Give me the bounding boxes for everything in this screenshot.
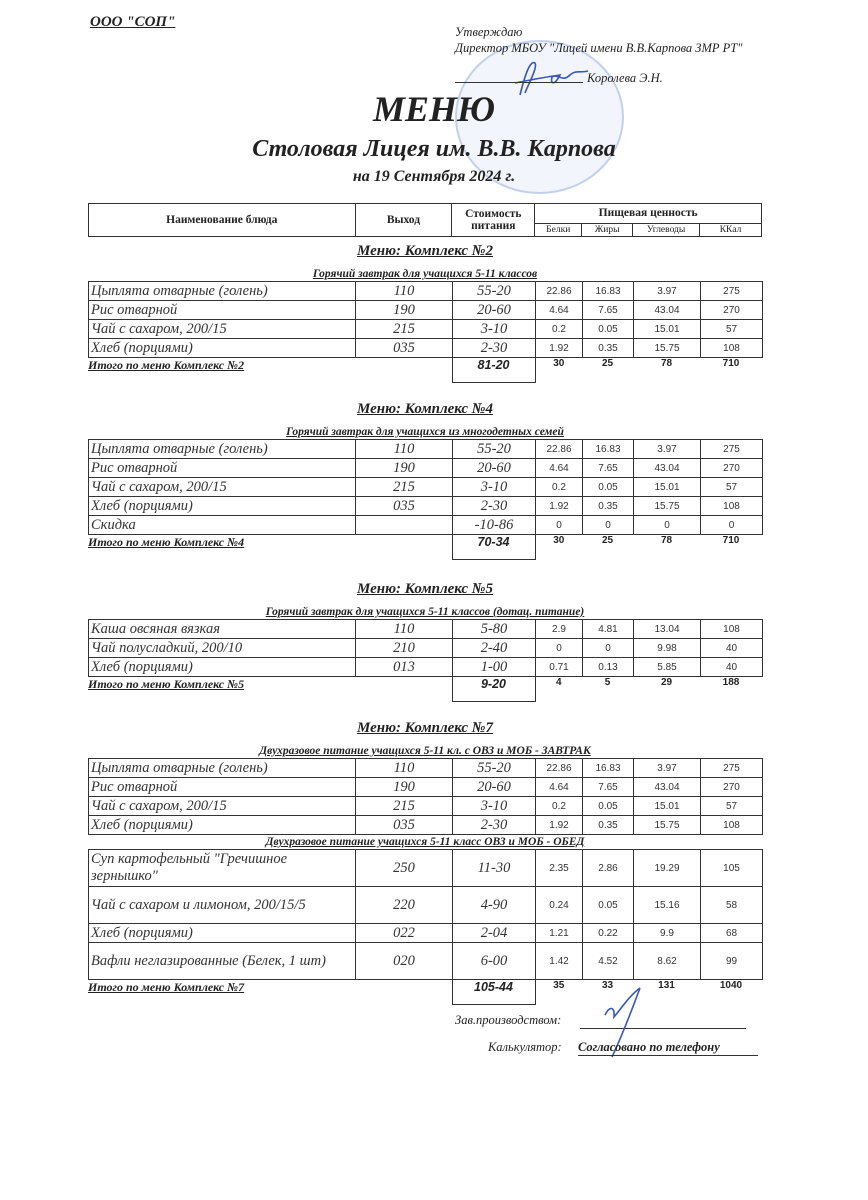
dish-name: Каша овсяная вязкая	[89, 620, 356, 639]
header-proteins: Белки	[535, 223, 582, 236]
header-name: Наименование блюда	[89, 204, 356, 237]
dish-kcal: 68	[701, 924, 763, 943]
dish-name: Хлеб (порциями)	[89, 816, 356, 835]
dish-fats: 0	[583, 639, 634, 658]
dish-proteins: 2.9	[536, 620, 583, 639]
menu-section	[88, 399, 762, 560]
header-output: Выход	[355, 204, 452, 237]
total-kcal: 710	[722, 535, 740, 546]
dish-kcal: 40	[701, 639, 763, 658]
table-row	[89, 620, 763, 639]
dish-carbs: 5.85	[634, 658, 701, 677]
dish-cost: -10-86	[453, 516, 536, 535]
total-cost: 105-44	[452, 980, 535, 1005]
dish-name: Вафли неглазированные (Белек, 1 шт)	[89, 943, 356, 980]
dish-output: 210	[356, 639, 453, 658]
total-fats: 5	[604, 677, 611, 688]
table-row	[89, 797, 763, 816]
dish-output: 250	[356, 850, 453, 887]
dish-carbs: 9.98	[634, 639, 701, 658]
page-title: МЕНЮ	[372, 89, 496, 129]
dish-name: Суп картофельный "Гречишное зернышко"	[89, 850, 356, 887]
dish-cost: 2-30	[453, 816, 536, 835]
dish-kcal: 99	[701, 943, 763, 980]
approval-label: Утверждаю	[455, 25, 523, 39]
dish-kcal: 57	[701, 320, 763, 339]
dish-kcal: 108	[701, 816, 763, 835]
dish-kcal: 275	[701, 759, 763, 778]
approval-position: Директор МБОУ "Лицей имени В.В.Карпова ЗМР РТ"	[455, 41, 743, 55]
menu-section	[88, 241, 762, 383]
dish-output: 035	[356, 816, 453, 835]
dish-name: Скидка	[89, 516, 356, 535]
dish-fats: 7.65	[583, 459, 634, 478]
dish-kcal: 275	[701, 440, 763, 459]
section-title: Меню: Комплекс №2	[357, 243, 493, 259]
total-proteins: 4	[555, 677, 562, 688]
dish-carbs: 15.01	[634, 478, 701, 497]
dish-carbs: 8.62	[634, 943, 701, 980]
dish-name: Чай с сахаром, 200/15	[89, 320, 356, 339]
total-proteins: 35	[553, 980, 565, 991]
table-row	[89, 320, 763, 339]
dish-name: Цыплята отварные (голень)	[89, 440, 356, 459]
dish-name: Хлеб (порциями)	[89, 339, 356, 358]
total-proteins: 30	[553, 358, 565, 369]
dish-carbs: 3.97	[634, 440, 701, 459]
dish-carbs: 15.75	[634, 497, 701, 516]
total-cost: 70-34	[452, 535, 535, 560]
dish-carbs: 43.04	[634, 778, 701, 797]
header-nutrition: Пищевая ценность	[535, 204, 762, 224]
menu-table	[88, 849, 763, 980]
total-label: Итого по меню Комплекс №2	[88, 358, 245, 372]
dish-fats: 4.81	[583, 620, 634, 639]
dish-cost: 3-10	[453, 320, 536, 339]
table-row	[89, 339, 763, 358]
dish-name: Хлеб (порциями)	[89, 658, 356, 677]
total-carbs: 78	[660, 358, 673, 369]
dish-cost: 4-90	[453, 887, 536, 924]
dish-fats: 0.22	[583, 924, 634, 943]
page-subtitle: Столовая Лицея им. В.В. Карпова	[252, 136, 616, 162]
dish-output: 110	[356, 759, 453, 778]
dish-cost: 55-20	[453, 282, 536, 301]
dish-carbs: 3.97	[634, 759, 701, 778]
dish-cost: 20-60	[453, 459, 536, 478]
total-spacer	[355, 358, 452, 383]
dish-kcal: 108	[701, 497, 763, 516]
dish-fats: 2.86	[583, 850, 634, 887]
dish-kcal: 0	[701, 516, 763, 535]
dish-fats: 16.83	[583, 282, 634, 301]
dish-output: 022	[356, 924, 453, 943]
dish-name: Рис отварной	[89, 778, 356, 797]
dish-proteins: 0.71	[536, 658, 583, 677]
table-row	[89, 658, 763, 677]
dish-carbs: 0	[634, 516, 701, 535]
dish-output: 110	[356, 282, 453, 301]
dish-output: 220	[356, 887, 453, 924]
dish-carbs: 43.04	[634, 459, 701, 478]
dish-kcal: 270	[701, 778, 763, 797]
total-carbs: 131	[658, 980, 675, 991]
dish-cost: 2-40	[453, 639, 536, 658]
table-row	[89, 759, 763, 778]
dish-carbs: 15.75	[634, 816, 701, 835]
total-label: Итого по меню Комплекс №4	[88, 535, 245, 549]
total-row	[88, 980, 762, 1005]
dish-output: 013	[356, 658, 453, 677]
dish-proteins: 22.86	[536, 759, 583, 778]
dish-output: 215	[356, 478, 453, 497]
dish-cost: 1-00	[453, 658, 536, 677]
total-kcal: 710	[722, 358, 740, 369]
table-header	[88, 203, 762, 237]
dish-fats: 0.35	[583, 339, 634, 358]
section-title: Меню: Комплекс №7	[357, 720, 493, 736]
total-fats: 33	[601, 980, 614, 991]
table-row	[89, 778, 763, 797]
dish-output: 190	[356, 301, 453, 320]
dish-carbs: 3.97	[634, 282, 701, 301]
dish-kcal: 57	[701, 797, 763, 816]
dish-kcal: 108	[701, 620, 763, 639]
dish-cost: 5-80	[453, 620, 536, 639]
table-row	[89, 639, 763, 658]
dish-proteins: 2.35	[536, 850, 583, 887]
dish-output: 215	[356, 797, 453, 816]
dish-kcal: 58	[701, 887, 763, 924]
menu-table	[88, 281, 763, 358]
dish-fats: 7.65	[583, 778, 634, 797]
dish-cost: 20-60	[453, 778, 536, 797]
group-subtitle: Горячий завтрак для учащихся из многодетных семей	[286, 426, 564, 438]
dish-fats: 4.52	[583, 943, 634, 980]
organization-name: ООО "СОП"	[90, 14, 176, 30]
table-row	[89, 816, 763, 835]
total-carbs: 78	[660, 535, 673, 546]
table-row	[89, 943, 763, 980]
signature-line	[455, 82, 583, 83]
dish-fats: 0.05	[583, 887, 634, 924]
dish-carbs: 15.01	[634, 320, 701, 339]
dish-proteins: 0	[536, 639, 583, 658]
dish-kcal: 108	[701, 339, 763, 358]
dish-proteins: 0	[536, 516, 583, 535]
table-row	[89, 924, 763, 943]
dish-carbs: 15.01	[634, 797, 701, 816]
dish-proteins: 1.92	[536, 339, 583, 358]
header-kcal: ККал	[700, 223, 762, 236]
dish-output: 020	[356, 943, 453, 980]
dish-cost: 55-20	[453, 759, 536, 778]
dish-proteins: 22.86	[536, 440, 583, 459]
total-row	[88, 535, 762, 560]
dish-fats: 0.05	[583, 320, 634, 339]
total-cost: 81-20	[452, 358, 535, 383]
dish-kcal: 275	[701, 282, 763, 301]
dish-output	[356, 516, 453, 535]
dish-fats: 0.05	[583, 478, 634, 497]
header-cost: Стоимость питания	[452, 204, 535, 237]
dish-name: Рис отварной	[89, 459, 356, 478]
dish-fats: 7.65	[583, 301, 634, 320]
total-fats: 25	[601, 358, 614, 369]
dish-cost: 2-30	[453, 497, 536, 516]
dish-proteins: 0.2	[536, 320, 583, 339]
total-proteins: 30	[553, 535, 565, 546]
section-title: Меню: Комплекс №4	[357, 401, 493, 417]
dish-cost: 3-10	[453, 478, 536, 497]
dish-kcal: 57	[701, 478, 763, 497]
table-row	[89, 301, 763, 320]
dish-proteins: 22.86	[536, 282, 583, 301]
group-subtitle: Горячий завтрак для учащихся 5-11 классов	[312, 268, 538, 280]
dish-carbs: 13.04	[634, 620, 701, 639]
group-subtitle: Двухразовое питание учащихся 5-11 кл. с ОВЗ и МОБ - ЗАВТРАК	[259, 745, 591, 757]
dish-proteins: 0.24	[536, 887, 583, 924]
header-fats: Жиры	[582, 223, 633, 236]
dish-carbs: 15.16	[634, 887, 701, 924]
approval-block	[455, 24, 775, 56]
dish-proteins: 0.2	[536, 797, 583, 816]
total-cost: 9-20	[452, 677, 535, 702]
dish-proteins: 0.2	[536, 478, 583, 497]
dish-output: 110	[356, 440, 453, 459]
dish-output: 190	[356, 778, 453, 797]
dish-carbs: 9.9	[634, 924, 701, 943]
dish-fats: 0.35	[583, 816, 634, 835]
director-name: Королева Э.Н.	[587, 71, 663, 85]
dish-output: 110	[356, 620, 453, 639]
header-carbs: Углеводы	[633, 223, 700, 236]
total-kcal: 188	[722, 677, 740, 688]
total-fats: 25	[601, 535, 614, 546]
total-row-cells	[88, 535, 762, 560]
dish-name: Чай с сахаром и лимоном, 200/15/5	[89, 887, 356, 924]
dish-fats: 0.35	[583, 497, 634, 516]
menu-table	[88, 619, 763, 677]
dish-proteins: 1.92	[536, 816, 583, 835]
dish-cost: 11-30	[453, 850, 536, 887]
dish-fats: 0.13	[583, 658, 634, 677]
total-spacer	[355, 535, 452, 560]
total-row	[88, 358, 762, 383]
dish-cost: 2-04	[453, 924, 536, 943]
dish-fats: 16.83	[583, 759, 634, 778]
group-subtitle: Двухразовое питание учащихся 5-11 класс ОВЗ и МОБ - ОБЕД	[265, 836, 585, 848]
total-spacer	[355, 980, 452, 1005]
menu-table	[88, 758, 763, 835]
dish-cost: 6-00	[453, 943, 536, 980]
dish-name: Хлеб (порциями)	[89, 497, 356, 516]
dish-fats: 0.05	[583, 797, 634, 816]
production-label: Зав.производством:	[455, 1013, 562, 1027]
dish-kcal: 40	[701, 658, 763, 677]
dish-kcal: 105	[701, 850, 763, 887]
dish-carbs: 19.29	[634, 850, 701, 887]
dish-output: 035	[356, 497, 453, 516]
table-row	[89, 282, 763, 301]
total-row-cells	[88, 677, 762, 702]
dish-fats: 16.83	[583, 440, 634, 459]
dish-output: 190	[356, 459, 453, 478]
dish-output: 215	[356, 320, 453, 339]
dish-proteins: 1.92	[536, 497, 583, 516]
dish-proteins: 1.21	[536, 924, 583, 943]
menu-section	[88, 718, 762, 1005]
menu-date: на 19 Сентября 2024 г.	[352, 168, 516, 185]
dish-cost: 3-10	[453, 797, 536, 816]
dish-name: Рис отварной	[89, 301, 356, 320]
total-row	[88, 677, 762, 702]
dish-proteins: 4.64	[536, 778, 583, 797]
table-row	[89, 516, 763, 535]
section-title: Меню: Комплекс №5	[357, 581, 493, 597]
dish-kcal: 270	[701, 301, 763, 320]
total-row-cells	[88, 980, 762, 1005]
calculator-label: Калькулятор:	[488, 1040, 562, 1054]
table-row	[89, 459, 763, 478]
dish-cost: 2-30	[453, 339, 536, 358]
total-spacer	[355, 677, 452, 702]
dish-name: Чай с сахаром, 200/15	[89, 797, 356, 816]
total-row-cells	[88, 358, 762, 383]
table-row	[89, 440, 763, 459]
total-label: Итого по меню Комплекс №5	[88, 677, 245, 691]
dish-cost: 55-20	[453, 440, 536, 459]
group-subtitle: Горячий завтрак для учащихся 5-11 классов (дотац. питание)	[265, 606, 585, 618]
dish-carbs: 43.04	[634, 301, 701, 320]
total-carbs: 29	[660, 677, 673, 688]
dish-proteins: 4.64	[536, 301, 583, 320]
dish-kcal: 270	[701, 459, 763, 478]
menu-table	[88, 439, 763, 535]
table-row	[89, 887, 763, 924]
total-kcal: 1040	[719, 980, 743, 991]
menu-section	[88, 579, 762, 702]
table-row	[89, 850, 763, 887]
dish-output: 035	[356, 339, 453, 358]
dish-proteins: 4.64	[536, 459, 583, 478]
dish-cost: 20-60	[453, 301, 536, 320]
dish-name: Цыплята отварные (голень)	[89, 759, 356, 778]
dish-name: Чай с сахаром, 200/15	[89, 478, 356, 497]
total-label: Итого по меню Комплекс №7	[88, 980, 245, 994]
dish-fats: 0	[583, 516, 634, 535]
calculator-value: Согласовано по телефону	[578, 1040, 758, 1056]
dish-name: Хлеб (порциями)	[89, 924, 356, 943]
table-row	[89, 478, 763, 497]
dish-name: Цыплята отварные (голень)	[89, 282, 356, 301]
dish-proteins: 1.42	[536, 943, 583, 980]
dish-name: Чай полусладкий, 200/10	[89, 639, 356, 658]
dish-carbs: 15.75	[634, 339, 701, 358]
table-row	[89, 497, 763, 516]
